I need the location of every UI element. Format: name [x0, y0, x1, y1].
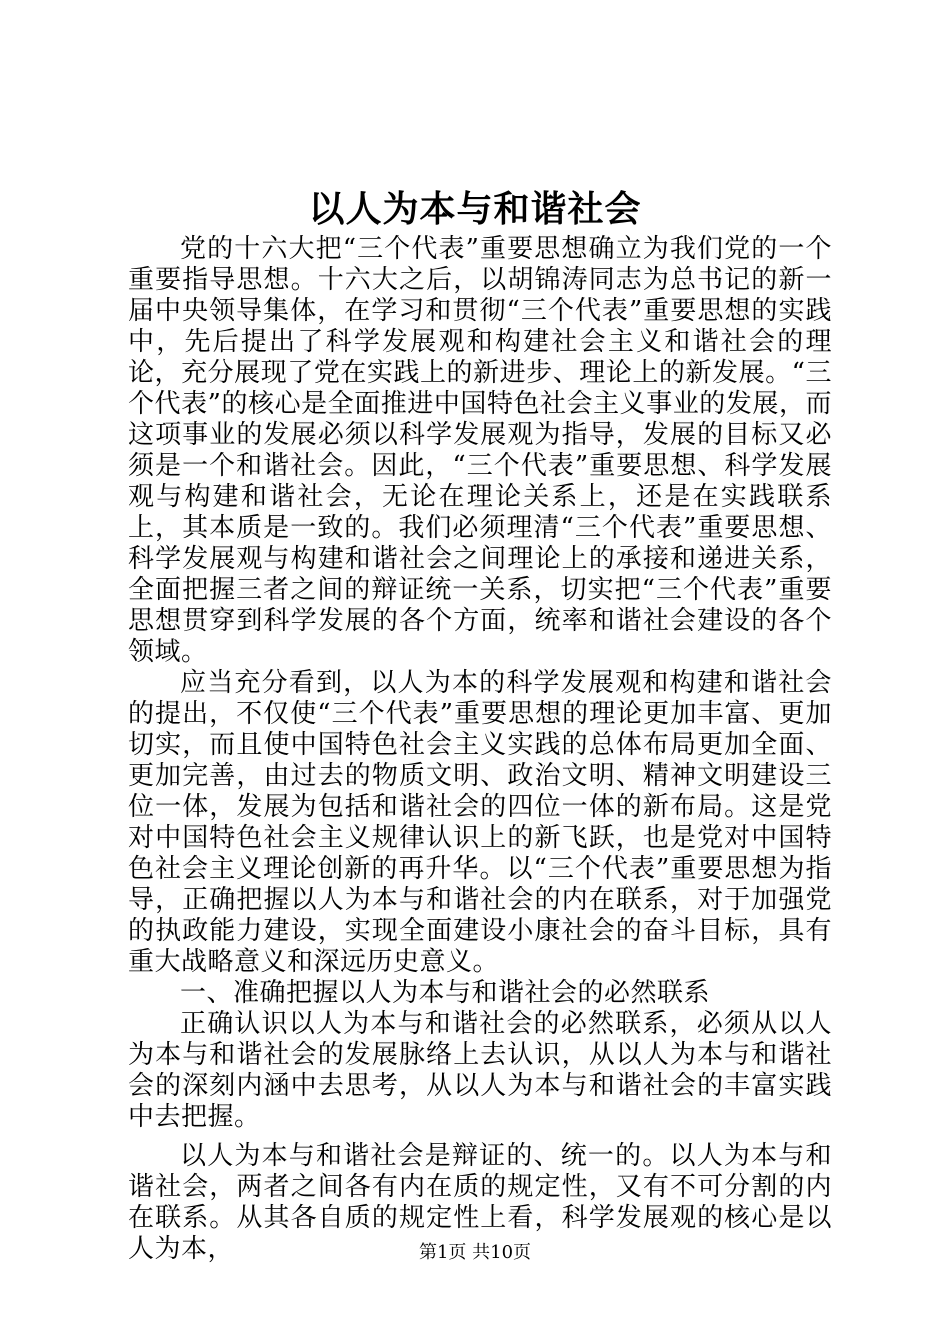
paragraph-3: 正确认识以人为本与和谐社会的必然联系，必须从以人为本与和谐社会的发展脉络上去认识，从以人为本与和谐社会的深刻内涵中去思考，从以人为本与和谐社会的丰富实践中去把握。	[128, 1009, 832, 1132]
document-title: 以人为本与和谐社会	[308, 188, 642, 230]
page-number-footer: 第1页 共10页	[418, 1242, 532, 1263]
document-body	[128, 234, 832, 1265]
paragraph-2: 应当充分看到，以人为本的科学发展观和构建和谐社会的提出，不仅使“三个代表”重要思想的理论更加丰富、更加切实，而且使中国特色社会主义实践的总体布局更加全面、更加完善，由过去的物质文明、政治文明、精神文明建设三位一体，发展为包括和谐社会的四位一体的新布局。这是党对中国特色社会主义规律认识上的新飞跃，也是党对中国特色社会主义理论创新的再升华。以“三个代表”重要思想为指导，正确把握以人为本与和谐社会的内在联系，对于加强党的执政能力建设，实现全面建设小康社会的奋斗目标，具有重大战略意义和深远历史意义。	[128, 668, 832, 977]
paragraph-4: 以人为本与和谐社会是辩证的、统一的。以人为本与和谐社会，两者之间各有内在质的规定性，又有不可分割的内在联系。从其各自质的规定性上看，科学发展观的核心是以人为本，	[128, 1141, 832, 1264]
section-heading-1: 一、准确把握以人为本与和谐社会的必然联系	[180, 978, 711, 1008]
paragraph-1: 党的十六大把“三个代表”重要思想确立为我们党的一个重要指导思想。十六大之后，以胡锦涛同志为总书记的新一届中央领导集体，在学习和贯彻“三个代表”重要思想的实践中，先后提出了科学发展观和构建社会主义和谐社会的理论，充分展现了党在实践上的新进步、理论上的新发展。“三个代表”的核心是全面推进中国特色社会主义事业的发展，而这项事业的发展必须以科学发展观为指导，发展的目标又必须是一个和谐社会。因此，“三个代表”重要思想、科学发展观与构建和谐社会，无论在理论关系上，还是在实践联系上，其本质是一致的。我们必须理清“三个代表”重要思想、科学发展观与构建和谐社会之间理论上的承接和递进关系，全面把握三者之间的辩证统一关系，切实把“三个代表”重要思想贯穿到科学发展的各个方面，统率和谐社会建设的各个领域。	[128, 234, 832, 667]
